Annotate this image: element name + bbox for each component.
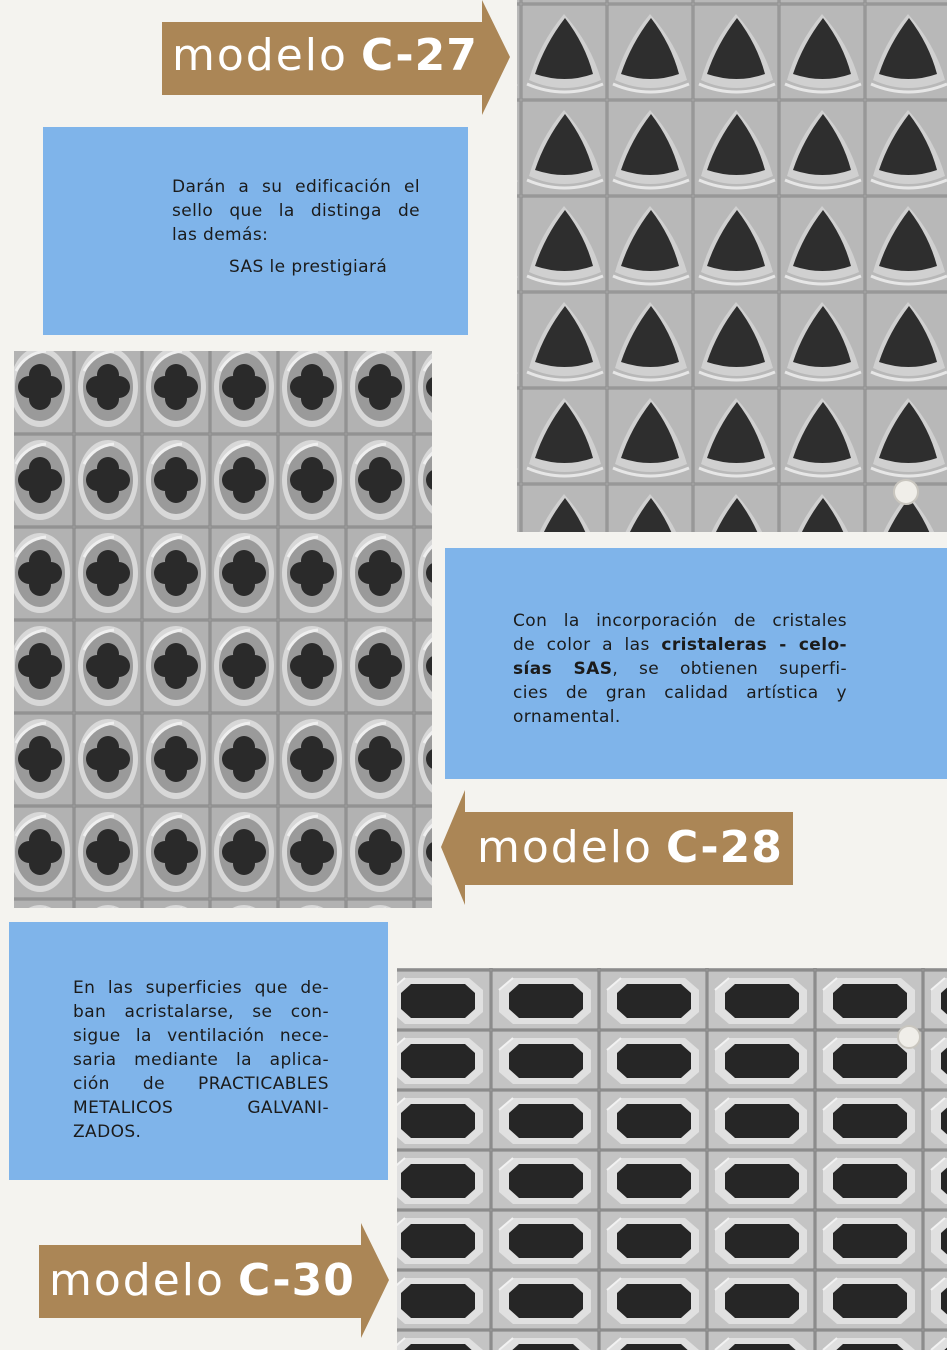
panel-line: METALICOS GALVANI- xyxy=(73,1098,329,1118)
panel-line: En las superficies que de- xyxy=(73,978,329,998)
panel-line: de color a las cristaleras - celo- xyxy=(513,635,847,655)
photo-modelo-c28 xyxy=(14,351,432,908)
quatrefoil-pattern xyxy=(14,351,432,908)
banner-modelo-c30 xyxy=(39,1223,389,1338)
panel-line: sello que la distinga de xyxy=(172,201,420,221)
panel-line: las demás: xyxy=(172,225,269,245)
panel-tagline: SAS le prestigiará xyxy=(229,257,388,277)
photo-modelo-c27 xyxy=(517,0,947,532)
banner-label: modelo C-30 xyxy=(49,1255,355,1306)
panel-line: ban acristalarse, se con- xyxy=(73,1002,329,1022)
panel-line: Darán a su edificación el xyxy=(172,177,420,197)
panel-line: sías SAS, se obtienen superfi- xyxy=(513,659,847,679)
photo-modelo-c30 xyxy=(397,968,947,1350)
panel-line: cies de gran calidad artística y xyxy=(513,683,847,703)
text-panel-ventilacion xyxy=(9,922,388,1180)
octagon-pattern xyxy=(397,968,947,1350)
banner-label: modelo C-28 xyxy=(477,822,783,873)
binder-hole xyxy=(893,479,919,505)
triangle-pattern xyxy=(517,0,947,532)
panel-line: Con la incorporación de cristales xyxy=(513,611,847,631)
panel-line: saria mediante la aplica- xyxy=(73,1050,329,1070)
text-panel-cristales xyxy=(445,548,947,779)
text-panel-edificacion xyxy=(43,127,468,335)
banner-modelo-c28 xyxy=(441,790,793,905)
panel-line: sigue la ventilación nece- xyxy=(73,1026,329,1046)
panel-line: ción de PRACTICABLES xyxy=(73,1074,329,1094)
banner-label: modelo C-27 xyxy=(172,30,478,81)
panel-line: ZADOS. xyxy=(73,1122,142,1142)
banner-modelo-c27 xyxy=(162,0,510,115)
panel-line: ornamental. xyxy=(513,707,621,727)
binder-hole xyxy=(897,1025,921,1049)
